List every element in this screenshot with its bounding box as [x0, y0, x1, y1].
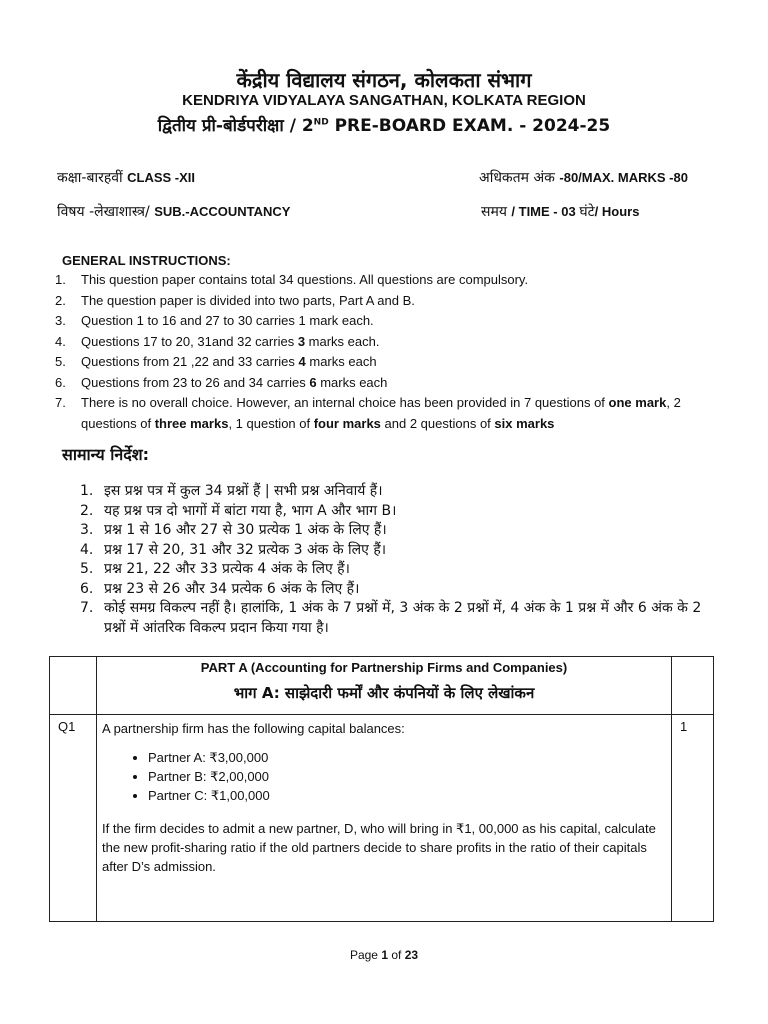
instruction-text: इस प्रश्न पत्र में कुल 34 प्रश्नों हैं | सभी प्रश्न अनिवार्य हैं। [104, 483, 383, 499]
instruction-number: 6. [55, 374, 66, 390]
instruction-item [55, 311, 695, 332]
instruction-text: Questions 17 to 20, 31and 32 carries [81, 333, 298, 349]
time-line [481, 202, 639, 221]
instruction-text: marks each. [305, 333, 380, 349]
empty-cell [50, 657, 97, 715]
max-marks-english: -80/MAX. MARKS -80 [559, 170, 688, 185]
part-a-title-hindi: भाग A: साझेदारी फर्मों और कंपनियों के लिए लेखांकन [233, 684, 535, 702]
exam-title-english: PRE-BOARD EXAM. - 2024-25 [328, 116, 611, 136]
footer-of-label: of [388, 948, 405, 962]
max-marks-hindi: अधिकतम अंक [479, 170, 560, 186]
instruction-emphasis: four marks [313, 415, 381, 431]
footer-total-pages: 23 [404, 948, 419, 962]
instruction-item [55, 393, 695, 434]
instruction-number: 7. [80, 600, 94, 616]
exam-title-hindi: द्वितीय प्री-बोर्डपरीक्षा / 2 [157, 116, 314, 136]
exam-title-superscript: ND [313, 117, 329, 128]
instruction-emphasis: 3 [297, 333, 306, 349]
instruction-text: marks each [316, 374, 388, 390]
instruction-number: 5. [80, 561, 94, 577]
instruction-text: , 2 questions of [81, 395, 681, 431]
question-number: Q1 [50, 715, 97, 922]
instruction-number: 3. [80, 522, 94, 538]
question-marks: 1 [672, 715, 714, 922]
instruction-number: 2. [80, 502, 94, 519]
instruction-number: 2. [55, 292, 66, 308]
hindi-instruction-item [80, 482, 720, 502]
instruction-text: Question 1 to 16 and 27 to 30 carries 1 mark each. [81, 313, 374, 328]
instruction-number: 7. [55, 395, 66, 410]
partner-capital-list [102, 748, 665, 805]
part-a-title-english: PART A (Accounting for Partnership Firms and Companies) [200, 660, 568, 675]
instruction-text: marks each [305, 354, 377, 369]
subject-hindi: विषय -लेखाशास्त्र/ [57, 204, 155, 220]
partner-capital-item: • Partner A: ₹3,00,000 [148, 748, 665, 767]
instruction-item [55, 270, 695, 291]
instruction-item [55, 373, 695, 394]
instruction-text: कोई समग्र विकल्प नहीं है। हालांकि, 1 अंक के 7 प्रश्नों में, 3 अंक के 2 प्रश्नों में, 4 अंक के 1 प्रश्न में और 6 अंक के 2 प्रश्नों में आंतरिक विकल्प प्रदान किया गया है। [104, 600, 702, 636]
instruction-text: Questions from 23 to 26 and 34 carries [81, 374, 310, 390]
subject-english: SUB.-ACCOUNTANCY [154, 204, 291, 219]
instruction-item [55, 291, 695, 312]
hindi-instructions-list [80, 482, 720, 638]
instruction-text: This question paper contains total 34 questions. All questions are compulsory. [81, 272, 529, 287]
question-table [49, 656, 714, 922]
instruction-number: 3. [55, 313, 66, 328]
hindi-instruction-item [80, 580, 720, 600]
header-exam-title [0, 113, 768, 136]
hindi-instruction-item [80, 502, 720, 522]
instruction-emphasis: 6 [309, 374, 317, 390]
class-hindi: कक्षा-बारहवीं [57, 170, 128, 186]
instruction-emphasis: one mark [608, 395, 667, 410]
header-english-org: KENDRIYA VIDYALAYA SANGATHAN, KOLKATA REGION [182, 92, 586, 109]
partner-capital-item: • Partner C: ₹1,00,000 [148, 786, 665, 805]
hindi-instruction-item [80, 599, 720, 638]
question-body [97, 715, 672, 922]
time-english: / TIME - 03 [511, 204, 580, 219]
instruction-emphasis: six marks [494, 415, 555, 431]
instruction-text: There is no overall choice. However, an internal choice has been provided in 7 questions of [81, 395, 609, 410]
partner-capital-item: • Partner B: ₹2,00,000 [148, 767, 665, 786]
instruction-number: 6. [80, 580, 94, 597]
instruction-item [55, 352, 695, 373]
time-hindi: समय [481, 204, 512, 220]
subject-line [57, 202, 290, 221]
instruction-number: 4. [80, 541, 94, 558]
empty-cell [672, 657, 714, 715]
part-a-heading-cell [97, 657, 672, 715]
footer-current-page: 1 [381, 948, 388, 962]
hindi-instruction-item [80, 541, 720, 561]
instruction-text: , 1 question of [228, 415, 314, 431]
instruction-number: 5. [55, 354, 66, 369]
class-english: CLASS -XII [127, 170, 196, 185]
instruction-emphasis: three marks [154, 415, 229, 431]
question-intro: A partnership firm has the following capital balances: [102, 721, 405, 736]
instruction-text: प्रश्न 21, 22 और 33 प्रत्येक 4 अंक के लिए हैं। [104, 561, 350, 577]
instruction-text: प्रश्न 1 से 16 और 27 से 30 प्रत्येक 1 अंक के लिए हैं। [104, 522, 387, 538]
instruction-item [55, 332, 695, 353]
time-hours-hindi: घंटे [579, 204, 595, 220]
hindi-instruction-item [80, 521, 720, 541]
instruction-text: Questions from 21 ,22 and 33 carries [81, 354, 299, 369]
question-text: If the firm decides to admit a new partner, D, who will bring in ₹1, 00,000 as his capital, calculate the new profit-sharing ratio if the old partners decide to share profits in the ratio of their capitals after D’s admission. [102, 821, 656, 874]
part-a-header-row [50, 657, 714, 715]
max-marks-line [479, 168, 688, 187]
page-footer [0, 948, 768, 962]
header-hindi-org: केंद्रीय विद्यालय संगठन, कोलकता संभाग [236, 68, 532, 92]
footer-page-label: Page [349, 948, 382, 962]
instruction-text: यह प्रश्न पत्र दो भागों में बांटा गया है, भाग A और भाग B। [104, 502, 397, 519]
general-instructions-list [55, 270, 695, 434]
instruction-number: 4. [55, 333, 66, 349]
instruction-text: and 2 questions of [380, 415, 495, 431]
instruction-text: The question paper is divided into two parts, Part A and B. [81, 292, 415, 308]
hindi-instructions-title: सामान्य निर्देश: [62, 445, 150, 464]
instruction-emphasis: 4 [298, 354, 306, 369]
time-hours-english: / Hours [594, 204, 640, 219]
question-row [50, 715, 714, 922]
instruction-text: प्रश्न 17 से 20, 31 और 32 प्रत्येक 3 अंक के लिए हैं। [104, 541, 387, 558]
instruction-number: 1. [80, 483, 94, 499]
general-instructions-title: GENERAL INSTRUCTIONS: [62, 253, 231, 268]
instruction-text: प्रश्न 23 से 26 और 34 प्रत्येक 6 अंक के लिए हैं। [104, 580, 360, 597]
class-line [57, 168, 195, 187]
instruction-number: 1. [55, 272, 66, 287]
hindi-instruction-item [80, 560, 720, 580]
